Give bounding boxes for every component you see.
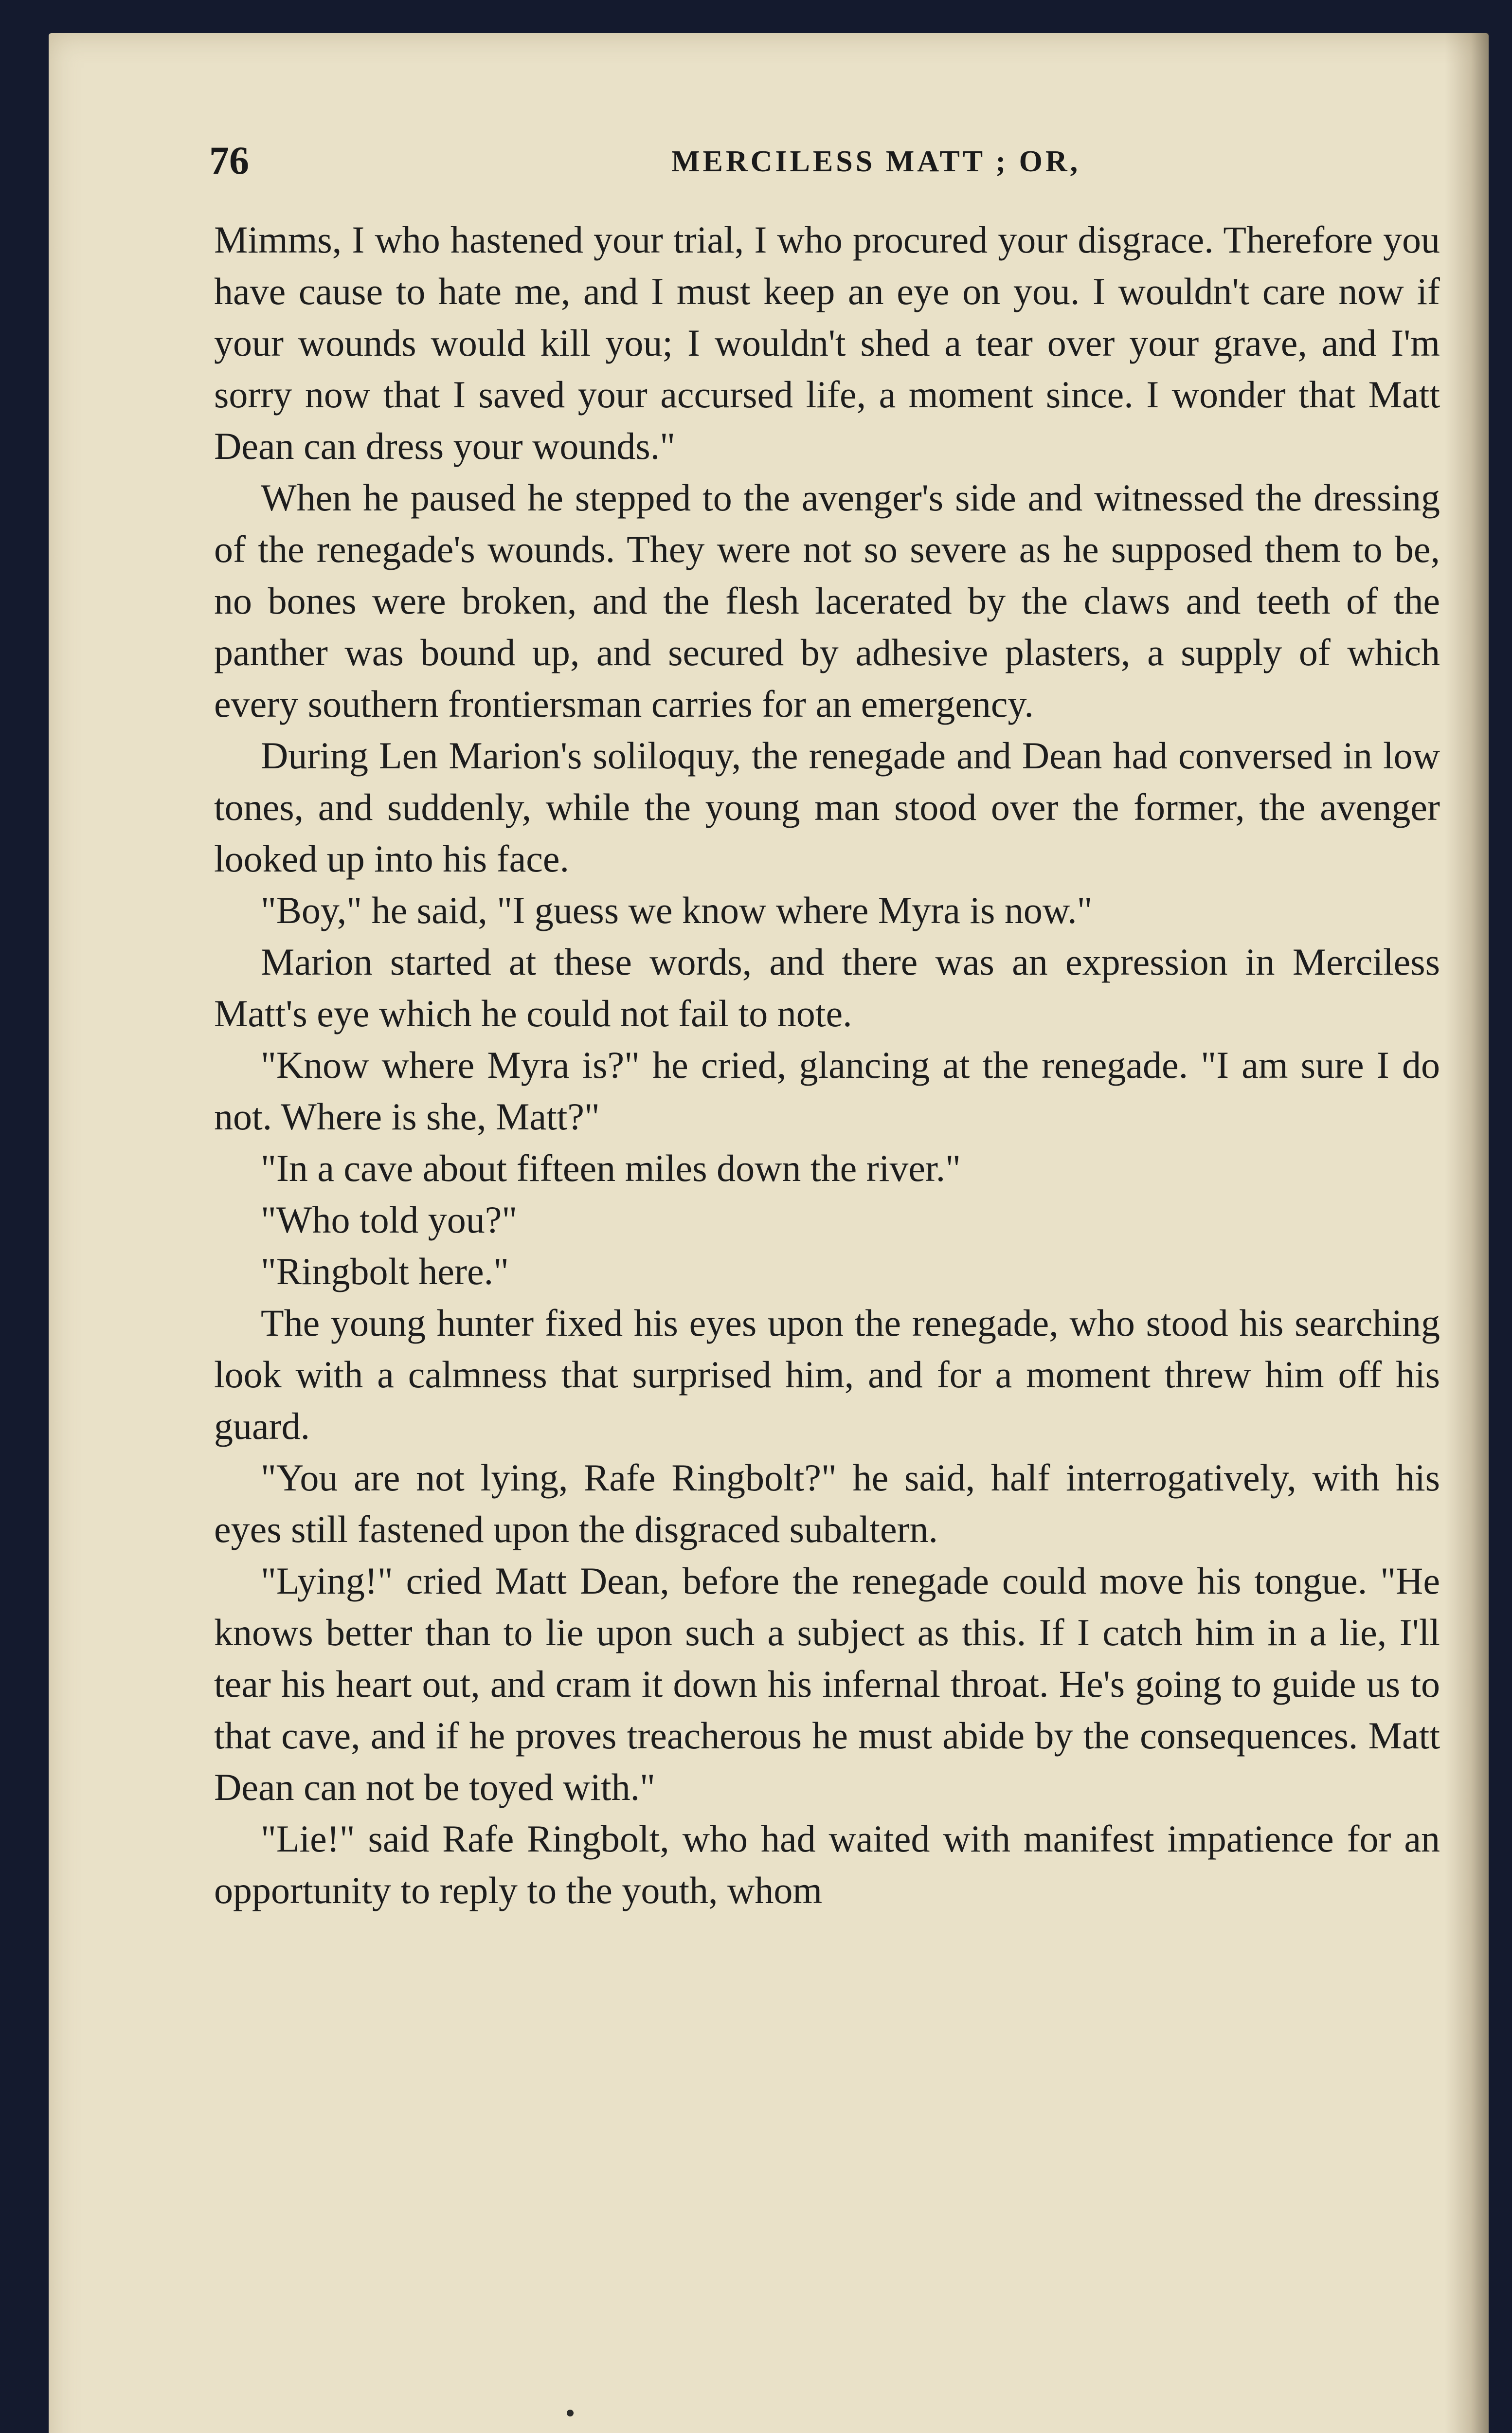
page-edge-shadow (1445, 33, 1489, 2433)
paragraph: "In a cave about fifteen miles down the river." (261, 1147, 961, 1189)
paragraph: When he paused he stepped to the avenger's side and witnessed the dressing of the renegade's wounds. They were not so severe as he supposed them to be, no bones were broken, and the flesh lacerated by the claws and teeth of the panther was bound up, and secured by adhesive plasters, a supply of which every southern frontiersman carries for an emergency. (214, 476, 1440, 725)
page-header (209, 138, 1455, 191)
paragraph: Marion started at these words, and there was an expression in Merciless Matt's eye which he could not fail to note. (214, 941, 1440, 1035)
paragraph: The young hunter fixed his eyes upon the renegade, who stood his searching look with a calmness that surprised him, and for a moment threw him off his guard. (214, 1302, 1440, 1447)
paragraph: During Len Marion's soliloquy, the renegade and Dean had conversed in low tones, and suddenly, while the young man stood over the former, the avenger looked up into his face. (214, 734, 1440, 880)
paragraph: "Who told you?" (261, 1198, 518, 1241)
paragraph: "Lie!" said Rafe Ringbolt, who had waited with manifest impatience for an opportunity to reply to the youth, whom (214, 1817, 1440, 1911)
paragraph: Mimms, I who hastened your trial, I who procured your disgrace. Therefore you have cause to hate me, and I must keep an eye on you. I wouldn't care now if your wounds would kill you; I wouldn't shed a tear over your grave, and I'm sorry now that I saved your accursed life, a moment since. I wonder that Matt Dean can dress your wounds." (214, 218, 1440, 467)
printer-dot (567, 2410, 574, 2416)
page-number: 76 (209, 138, 249, 182)
paragraph: "You are not lying, Rafe Ringbolt?" he said, half interrogatively, with his eyes still fastened upon the disgraced subaltern. (214, 1456, 1440, 1550)
paragraph: "Ringbolt here." (261, 1250, 509, 1292)
paragraph: "Boy," he said, "I guess we know where Myra is now." (261, 889, 1093, 931)
body-text (214, 214, 1440, 1916)
paragraph: "Know where Myra is?" he cried, glancing at the renegade. "I am sure I do not. Where is she, Matt?" (214, 1044, 1440, 1138)
paragraph: "Lying!" cried Matt Dean, before the renegade could move his tongue. "He knows better than to lie upon such a subject as this. If I catch him in a lie, I'll tear his heart out, and cram it down his infernal throat. He's going to guide us to that cave, and if he proves treacherous he must abide by the consequences. Matt Dean can not be toyed with." (214, 1560, 1440, 1808)
running-title: MERCILESS MATT ; OR, (671, 145, 1081, 178)
